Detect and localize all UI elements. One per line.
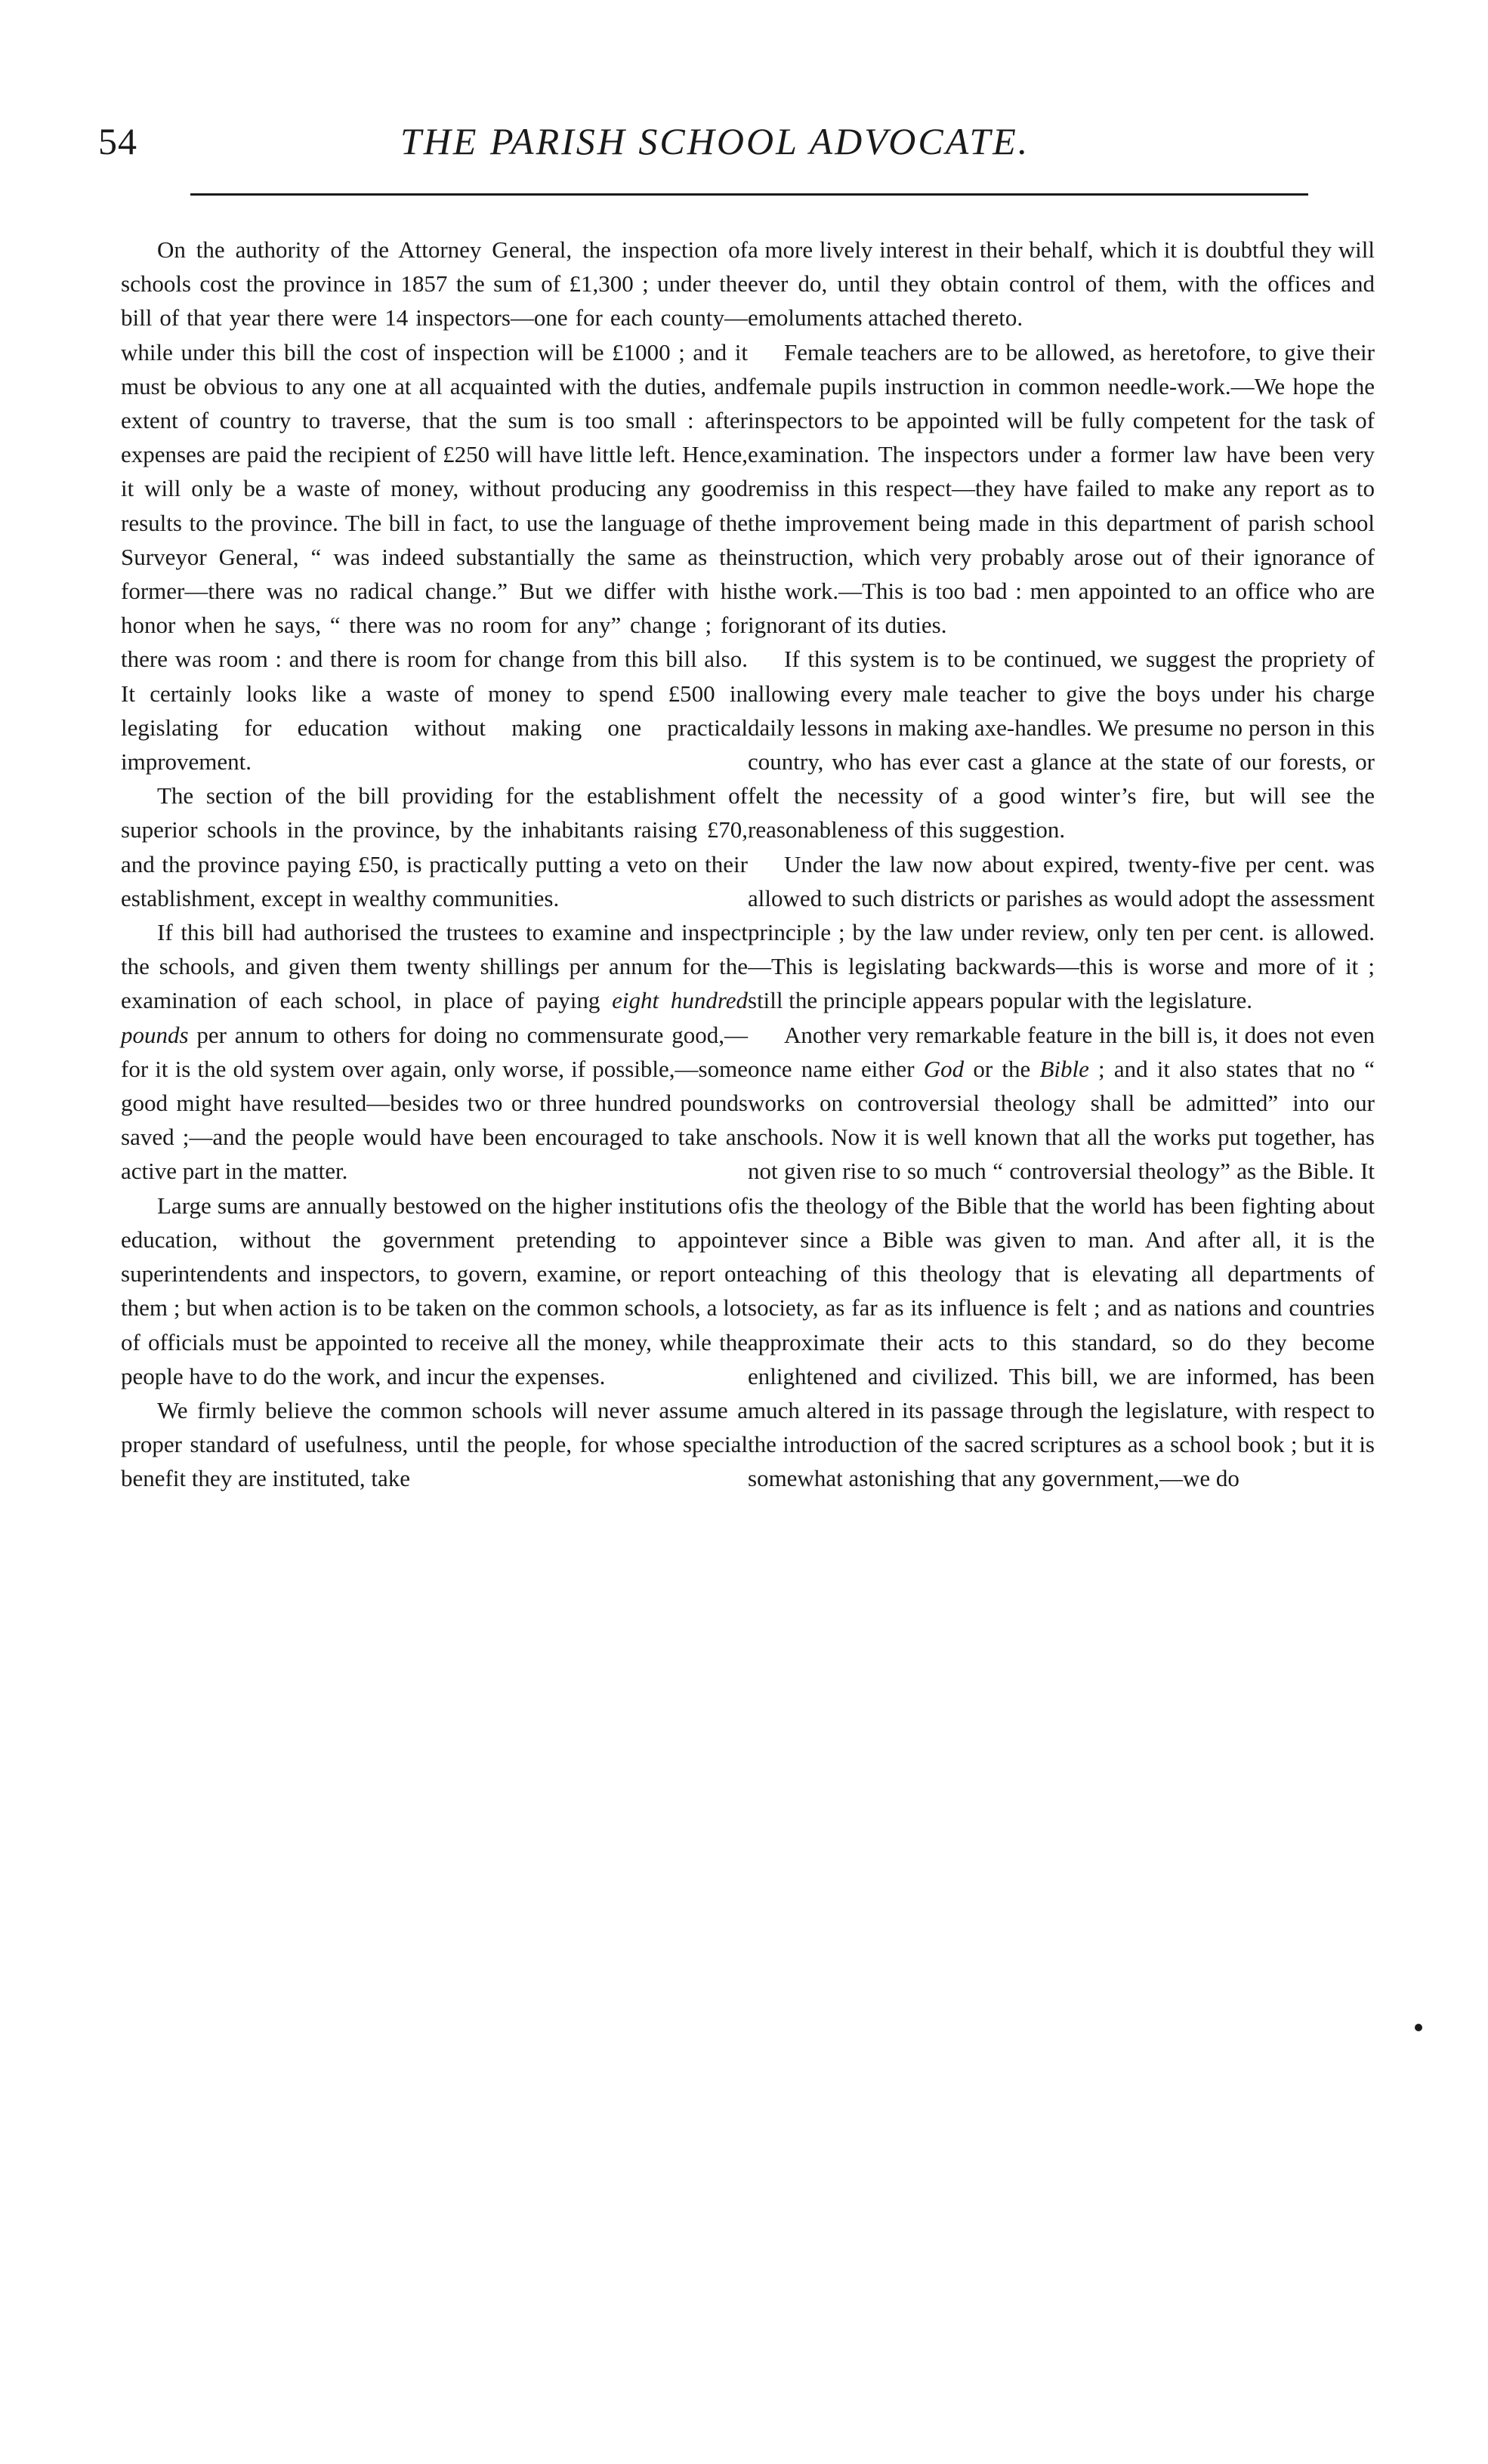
right-column [748, 233, 1375, 1496]
ink-dot [1415, 2024, 1422, 2031]
text-run: ; and it also states that no “ works on controversial theology shall be admitted” into our schools. Now it is well known that all the works put together, has not given rise to so much “ controversial theology” as the Bible. It is the theology of the Bible that the world has been fighting about ever since a Bible was given to man. And after all, it is the teaching of this theology that is elevating all departments of society, as far as its influence is felt ; and as nations and countries approximate their acts to this standard, so do they become enlightened and civilized. This bill, we are informed, has been much altered in its passage through the legislature, with respect to the introduction of the sacred scriptures as a school book ; but it is somewhat astonishing that any government,—we do [748, 1055, 1375, 1492]
page-number: 54 [98, 120, 137, 162]
paragraph [748, 1018, 1375, 1496]
emphasis-text: God [923, 1055, 965, 1082]
paragraph: The section of the bill providing for the establishment of superior schools in the province, by the inhabitants raising £70, and the province paying £50, is practically putting a veto on their establishment, except in wealthy communities. [121, 782, 748, 911]
paragraph: Female teachers are to be allowed, as heretofore, to give their female pupils instruction in common needle-work.—We hope the inspectors to be appointed will be fully competent for the task of examination. The inspectors under a former law have been very remiss in this respect—they have failed to make any report as to the improvement being made in this department of parish school instruction, which very probably arose out of their ignorance of the work.—This is too bad : men appointed to an office who are ignorant of its duties. [748, 338, 1375, 639]
emphasis-text: Bible [1039, 1055, 1089, 1082]
paragraph: If this system is to be continued, we suggest the propriety of allowing every male teacher to give the boys under his charge daily lessons in making axe-handles. We presume no person in this country, who has ever cast a glance at the state of our forests, or felt the necessity of a good winter’s fire, but will see the reasonableness of this suggestion. [748, 646, 1375, 843]
paragraph: a more lively interest in their behalf, which it is doubtful they will ever do, until they obtain control of them, with the offices and emoluments attached thereto. [748, 236, 1375, 332]
paragraph [121, 915, 748, 1189]
text-run: Another very remarkable feature in the bill is, it does not even once name either [748, 1021, 1375, 1082]
running-title: THE PARISH SCHOOL ADVOCATE. [400, 120, 1030, 162]
emphasis-text: eight hundred pounds [121, 987, 748, 1048]
text-run: per annum to others for doing no commensurate good,—for it is the old system over again, only worse, if possible,—some good might have resulted—besides two or three hundred pounds saved ;—and the people would have been encouraged to take an active part in the matter. [121, 1021, 748, 1185]
left-column [121, 233, 748, 1496]
text-run: If this bill had authorised the trustees to examine and inspect the schools, and given them twenty shillings per annum for the examination of each school, in place of paying [121, 919, 748, 1014]
paragraph: Large sums are annually bestowed on the higher institutions of education, without the government pretending to appoint superintendents and inspectors, to govern, examine, or report on them ; but when action is to be taken on the common schools, a lot of officials must be appointed to receive all the money, while the people have to do the work, and incur the expenses. [121, 1192, 748, 1389]
paragraph: On the authority of the Attorney General, the inspection of schools cost the province in 1857 the sum of £1,300 ; under the bill of that year there were 14 inspectors—one for each county—while under this bill the cost of inspection will be £1000 ; and it must be obvious to any one at all acquainted with the duties, and extent of country to traverse, that the sum is too small : after expenses are paid the recipient of £250 will have little left. Hence, it will only be a waste of money, without producing any good results to the province. The bill in fact, to use the language of the Surveyor General, “ was indeed substantially the same as the former—there was no radical change.” But we differ with his honor when he says, “ there was no room for any” change ; for there was room : and there is room for change from this bill also. It certainly looks like a waste of money to spend £500 in legislating for education without making one practical improvement. [121, 236, 748, 776]
paragraph: We firmly believe the common schools will never assume a proper standard of usefulness, until the people, for whose special benefit they are instituted, take [121, 1396, 748, 1492]
page-header [98, 106, 1337, 189]
paragraph: Under the law now about expired, twenty-five per cent. was allowed to such districts or parishes as would adopt the assessment principle ; by the law under review, only ten per cent. is allowed.—This is legislating backwards—this is worse and more of it ; still the principle appears popular with the legislature. [748, 850, 1375, 1014]
header-rule [190, 193, 1308, 196]
text-run: or the [964, 1055, 1040, 1082]
